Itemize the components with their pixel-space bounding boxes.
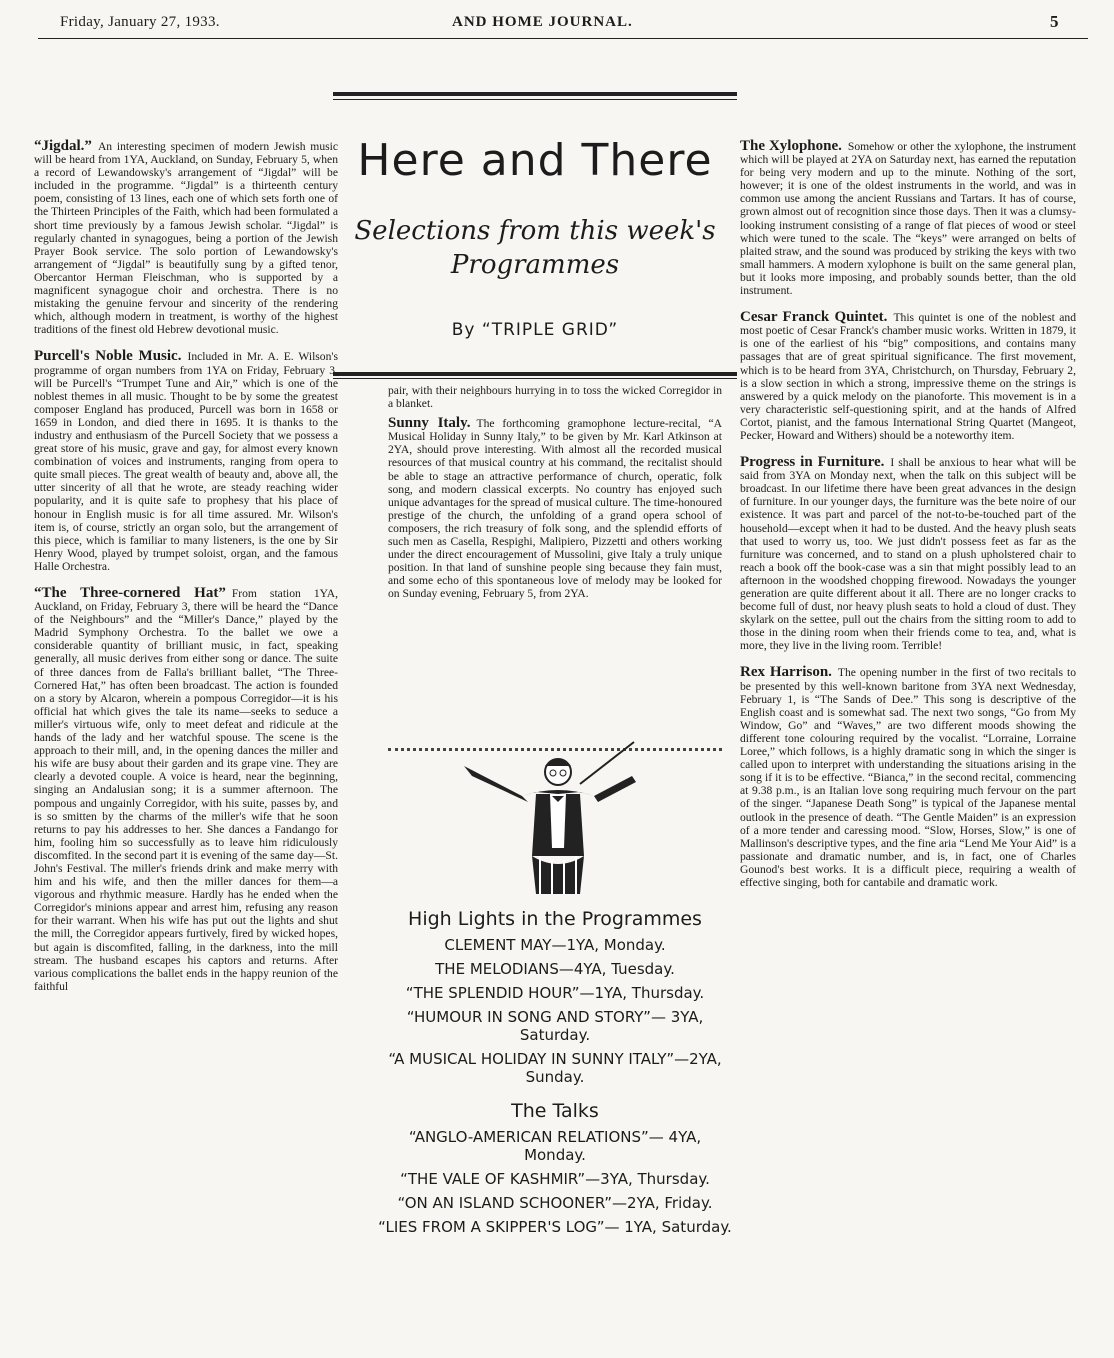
article-body: The forthcoming gramophone lecture-recital, “A Musical Holiday in Sunny Italy,” to be given by Mr. Karl Atkinson at 2YA, should prove interesting. With almost all the recorded musical resources of that musical country at his command, the recitalist should be able to stage an attractive performance of church, operatic, folk song, and modern classical excerpts. No country has enjoyed such unique advantages for the spread of musical culture. The time-honoured prestige of the church, the unfolding of a grand opera school of composers, the rich treasury of folk song, and the splendid efforts of such men as Casella, Respighi, Malipiero, Pizzetti and others working under the direct encouragement of Mussolini, give Italy a truly unique position. In that land of sunshine people sing because they fain must, and some echo of this spontaneous love of melody may be looked for on Sunday evening, February 5, from 2YA. xyxy=(388,417,722,601)
highlights-title: High Lights in the Programmes xyxy=(408,908,702,930)
article-jigdal xyxy=(34,140,338,336)
talk-item: “ANGLO-AMERICAN RELATIONS”— 4YA, Monday. xyxy=(408,1128,702,1164)
article-body: The opening number in the first of two recitals to be presented by this well-known baritone from 3YA next Wednesday, February 1, is “The Sands of Dee.” This song is descriptive of the English coast and is somewhat sad. The next two songs, “Go from My Window, Go” and “Waves,” are two different moods showing the different tone colouring required by the vocalist. “Lorraine, Lorraine Loree,” which follows, is a highly dramatic song in which the singer is called upon to interpret with understanding the situations arising in the song if it is to be effective. “Bianca,” in the second recital, commencing at 9.38 p.m., is an Italian love song requiring much fervour on the part of the singer. “Japanese Death Song” is typical of the Japanese mental outlook in the presence of death. “The Gentle Maiden” is an expression of a more tender and caressing mood. “Slow, Horses, Slow,” is one of Mallinson's descriptive types, and the fine aria “Lend Me Your Aid” is a passionate and dramatic number, and is, in fact, one of Charles Gounod's best works. It is a difficult piece, requiring a wealth of effective singing, both for cantabile and dramatic work. xyxy=(740,666,1076,889)
issue-date: Friday, January 27, 1933. xyxy=(60,14,220,30)
article-heading: Purcell's Noble Music. xyxy=(34,348,182,365)
banner-title: Here and There xyxy=(357,135,713,186)
article-heading: Rex Harrison. xyxy=(740,664,832,681)
article-sunny-italy xyxy=(388,417,722,600)
talks-title: The Talks xyxy=(511,1100,599,1122)
banner-byline: By “TRIPLE GRID” xyxy=(451,320,619,340)
article-heading: “Jigdal.” xyxy=(34,138,92,154)
article-furniture xyxy=(740,456,1076,652)
banner-subtitle: Selections from this week's Programmes xyxy=(354,216,716,280)
highlight-item: “THE SPLENDID HOUR”—1YA, Thursday. xyxy=(405,984,705,1002)
article-xylophone xyxy=(740,140,1076,297)
page-number: 5 xyxy=(1050,12,1059,31)
header-rule xyxy=(38,38,1088,39)
article-heading: Progress in Furniture. xyxy=(740,454,885,471)
highlight-item: THE MELODIANS—4YA, Tuesday. xyxy=(435,960,675,978)
highlight-item: “A MUSICAL HOLIDAY IN SUNNY ITALY”—2YA, Sunday. xyxy=(388,1050,722,1086)
article-body: This quintet is one of the noblest and most poetic of Cesar Franck's chamber music works. Written in 1879, it is one of the earliest of his “big” compositions, and contains many passages that are of great spiritual significance. The first movement, which is to be heard from 3YA, Christchurch, on Thursday, February 2, is a slow section in which a strong, impressive theme on the strings is answered by a quick melody on the pianoforte. This movement is in a very characteristic self-questioning spirit, and at the hands of Alfred Cortot, pianist, and the famous International String Quartet (Mangeot, Pecker, Howard and Withers) should be a noteworthy item. xyxy=(740,311,1077,442)
banner-top-rule-thin xyxy=(333,99,737,100)
article-rex-harrison xyxy=(740,666,1076,889)
article-body: Somehow or other the xylophone, the instrument which will be played at 2YA on Saturday next, has earned the reputation for being very modern and up to the minute. Nothing of the sort, however; it is one of the oldest instruments in the world, and was in common use among the ancient Russians and Tartars. It has of course, grown almost out of recognition since those days. Then it was a clumsy-looking instrument consisting of a range of flat pieces of wood or steel which were tuned to the scale. The “keys” were arranged on belts of plaited straw, and the sound was produced by striking the keys with two small hammers. A modern xylophone is built on the same general plan, but it looks more imposing, and probably sounds better, than the old instrument. xyxy=(740,140,1076,298)
article-three-cornered-hat xyxy=(34,587,338,993)
talk-item: “LIES FROM A SKIPPER'S LOG”— 1YA, Saturday. xyxy=(378,1218,732,1236)
article-heading: Sunny Italy. xyxy=(388,415,471,432)
article-body: An interesting specimen of modern Jewish music will be heard from 1YA, Auckland, on Sunday, February 5, when a record of Lewandowsky's arrangement of “Jigdal” will be included in the programme. “Jigdal” is a thirteenth century poem, consisting of 13 lines, each one of which sets forth one of the Thirteen Principles of the Faith, which had been formulated a short time previously by a famous Jewish scholar. “Jigdal” is regularly chanted in synagogues, being a portion of the Jewish Prayer Book service. The solo portion of Lewandowsky's arrangement of “Jigdal” is beautifully sung by a gifted tenor, Obercantor Herman Fleischman, who is supported by a magnificent synagogue choir and orchestra. There is no mistaking the genuine fervour and sincerity of the rendering which, although modern in treatment, is worthy of the highest traditions of the finest old Hebrew devotional music. xyxy=(34,140,338,337)
left-column xyxy=(34,140,338,1007)
article-body: I shall be anxious to hear what will be said from 3YA on Monday next, when the talk on this subject will be broadcast. In our lifetime there have been great advances in the design of furniture. In our younger days, the furniture was the bete noire of our existence. It was part and parcel of the not-to-be-touched part of the household—except when it had to be dusted. And the heavy plush seats that used to worry us, too. We just didn't possess feet as far as the furniture was concerned, and to stand on a plush upholstered chair to reach a book off the book-case was a sin that might possibly lead to an afternoon in the woodshed chopping firewood. Nowadays the younger generation are quite different about it all. There are no longer cracks to become full of dust, nor heavy plush seats to hold a cloud of dust. They skylark on the settee, pull out the chairs from the sitting room to add to those in the dining room when their friends come to tea, and, what is more, they live in the living room. Terrible! xyxy=(740,456,1077,653)
article-heading: The Xylophone. xyxy=(740,138,842,154)
highlights-box xyxy=(378,908,732,1242)
continuation-text: pair, with their neighbours hurrying in to toss the wicked Corregidor in a blanket. xyxy=(388,384,722,411)
article-cesar-franck xyxy=(740,311,1076,442)
article-body: Included in Mr. A. E. Wilson's programme of organ numbers from 1YA on Friday, February 3, will be Purcell's “Trumpet Tune and Air,” which is one of the noblest themes in all music. Thought to be by some the greatest composer England has produced, Purcell was born in 1658 or 1659 in London, and died there in 1695. It is thanks to the industry and enthusiasm of the Purcell Society that we possess a great store of his music, grave and gay, for almost every known combination of voices and instruments, ranging from opera to quite small pieces. The great wealth of beauty and, above all, the utter sincerity of all that he wrote, are steady reaching wider popularity, and it is quite safe to prophesy that his place of honour in English music is for all time assured. Mr. Wilson's item is, of course, strictly an organ solo, but the arrangement of this piece, which is familiar to many listeners, is the one by Sir Henry Wood, played by trumpet soloist, organ, and the famous Halle Orchestra. xyxy=(34,350,338,573)
highlight-item: “HUMOUR IN SONG AND STORY”— 3YA, Saturday. xyxy=(406,1008,704,1044)
talk-item: “THE VALE OF KASHMIR”—3YA, Thursday. xyxy=(400,1170,710,1188)
right-column xyxy=(740,140,1076,903)
talk-item: “ON AN ISLAND SCHOONER”—2YA, Friday. xyxy=(397,1194,713,1212)
article-purcell xyxy=(34,350,338,573)
middle-column xyxy=(388,384,722,615)
banner-bottom-rule xyxy=(333,372,737,376)
article-body: From station 1YA, Auckland, on Friday, February 3, there will be heard the “Dance of the Neighbours” and the “Miller's Dance,” played by the Madrid Symphony Orchestra. To the ballet we owe a considerable quantity of brilliant music, in fact, speaking generally, all music derives from either song or dance. The suite of three dances from de Falla's brilliant ballet, “The Three-Cornered Hat,” has often been broadcast. The action is founded on a story by Alcaron, wherein a pompous Corregidor—it is his official hat which gives the tale its name—seeks to seduce a miller's virtuous wife, only to meet defeat and ridicule at the hands of the lady and her watchful spouse. The scene is the approach to their mill, and, in the opening dances the miller and his wife are busy about their garden and its grape vine. They are clearly a devoted couple. A voice is heard, near the beginning, singing an Andalusian song; it is a summer afternoon. The pompous and ungainly Corregidor, with his suite, passes by, and is so smitten by the charms of the miller's wife that he soon returns to pay his addresses to her. She dances a Fandango for him, fooling him so successfully as to leave him ridiculously discomfited. In the second part it is evening of the same day—St. John's Festival. The miller's friends drink and make merry with him and his wife, and then the miller dances for them—a vigorous and rhythmic measure. Hardly has he ended when the Corregidor's minions appear and arrest him, refusing any reason for their warrant. When his wife has put out the lights and shut the mill, the Corregidor appears furtively, fired by wicked hopes, but again is discomfited, falling, in the darkness, into the mill stream. The husband escapes his captors and returns. After various complications the ballet ends in the happy reunion of the faithful xyxy=(34,587,338,993)
baton-icon xyxy=(580,742,634,784)
journal-title: AND HOME JOURNAL. xyxy=(452,14,633,30)
article-heading: Cesar Franck Quintet. xyxy=(740,309,888,326)
conductor-illustration xyxy=(462,736,662,896)
highlight-item: CLEMENT MAY—1YA, Monday. xyxy=(444,936,666,954)
article-heading: “The Three-cornered Hat” xyxy=(34,585,226,601)
banner-top-rule xyxy=(333,92,737,96)
banner-bottom-rule-thin xyxy=(333,378,737,379)
